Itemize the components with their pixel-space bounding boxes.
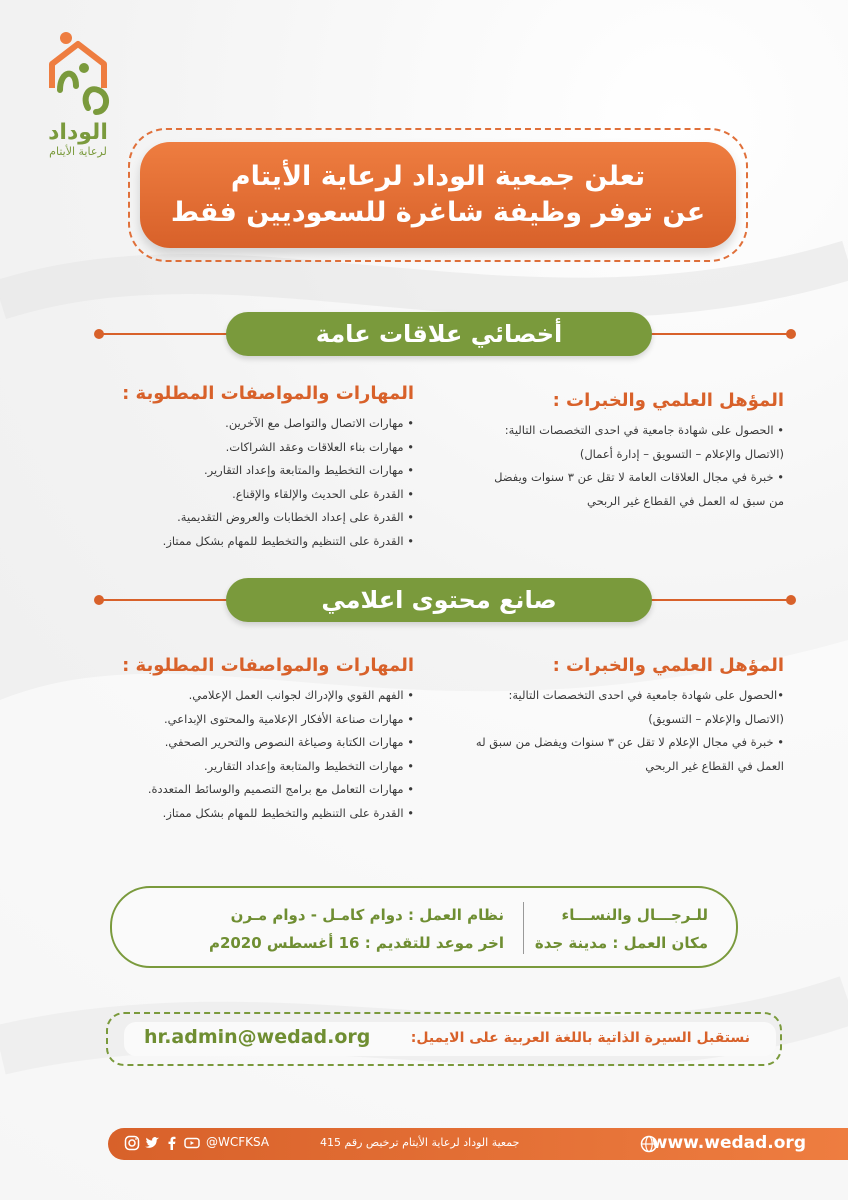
list-item: • الحصول على شهادة جامعية في احدى التخصصات التالية: bbox=[504, 423, 784, 437]
list-item: •الحصول على شهادة جامعية في احدى التخصصات التالية: bbox=[508, 688, 784, 702]
list-item: • مهارات التخطيط والمتابعة وإعداد التقارير. bbox=[203, 758, 414, 773]
list-item: • مهارات التعامل مع برامج التصميم والوسائط المتعددة. bbox=[147, 782, 414, 796]
organization-logo bbox=[28, 28, 128, 158]
twitter-icon[interactable] bbox=[144, 1135, 160, 1151]
list-item: العمل في القطاع غير الربحي bbox=[645, 758, 784, 773]
skills-column bbox=[84, 383, 414, 553]
list-item: • القدرة على الحديث والإلقاء والإقناع. bbox=[232, 486, 414, 501]
info-divider bbox=[523, 902, 524, 954]
list-item: من سبق له العمل في القطاع غير الربحي bbox=[587, 493, 784, 508]
headline-line-2: عن توفر وظيفة شاغرة للسعوديين فقط bbox=[170, 197, 706, 228]
qualifications-column bbox=[444, 390, 784, 513]
email-box bbox=[106, 1012, 782, 1066]
section-divider-left bbox=[100, 333, 230, 335]
section-divider-right bbox=[648, 333, 788, 335]
list-item: • القدرة على التنظيم والتخطيط للمهام بشكل ممتاز. bbox=[162, 533, 414, 548]
email-label: نستقبل السيرة الذاتية باللغة العربية على الايميل: bbox=[410, 1030, 750, 1046]
work-system-info: نظام العمل : دوام كامـل - دوام مـرن bbox=[230, 906, 504, 924]
facebook-icon[interactable] bbox=[164, 1135, 180, 1151]
social-handle[interactable]: @WCFKSA bbox=[206, 1135, 270, 1149]
gender-info: للـرجـــال والنســـاء bbox=[561, 906, 708, 924]
logo-name: الوداد bbox=[48, 120, 108, 145]
license-text: جمعية الوداد لرعاية الأيتام ترخيص رقم 415 bbox=[320, 1136, 520, 1149]
list-item: • مهارات الكتابة وصياغة النصوص والتحرير الصحفي. bbox=[164, 735, 414, 749]
list-item: • مهارات صناعة الأفكار الإعلامية والمحتوى الإبداعي. bbox=[164, 711, 414, 726]
skills-heading: المهارات والمواصفات المطلوبة : bbox=[122, 655, 414, 676]
list-item: • القدرة على إعداد الخطابات والعروض التقديمية. bbox=[177, 510, 414, 524]
section-divider-left bbox=[100, 599, 230, 601]
list-item: • مهارات التخطيط والمتابعة وإعداد التقارير. bbox=[203, 463, 414, 477]
website-link[interactable]: www.wedad.org bbox=[651, 1133, 806, 1153]
globe-icon bbox=[640, 1135, 658, 1153]
divider-dot bbox=[94, 329, 104, 339]
qualifications-heading: المؤهل العلمي والخبرات : bbox=[552, 655, 784, 676]
divider-dot bbox=[94, 595, 104, 605]
skills-column bbox=[84, 655, 414, 825]
location-info: مكان العمل : مدينة جدة bbox=[534, 934, 708, 952]
list-item: • الفهم القوي والإدراك لجوانب العمل الإعلامي. bbox=[188, 688, 414, 702]
headline-line-1: تعلن جمعية الوداد لرعاية الأيتام bbox=[230, 161, 646, 192]
list-item: (الاتصال والإعلام – التسويق) bbox=[648, 711, 784, 726]
skills-heading: المهارات والمواصفات المطلوبة : bbox=[122, 383, 414, 404]
qualifications-heading: المؤهل العلمي والخبرات : bbox=[552, 390, 784, 411]
logo-subtitle: لرعاية الأيتام bbox=[49, 145, 107, 158]
list-item: • خبرة في مجال العلاقات العامة لا تقل عن ٣ سنوات ويفضل bbox=[494, 470, 784, 484]
job-title-public-relations: أخصائي علاقات عامة bbox=[226, 312, 652, 356]
list-item: • القدرة على التنظيم والتخطيط للمهام بشكل ممتاز. bbox=[162, 805, 414, 820]
deadline-info: اخر موعد للتقديم : 16 أغسطس 2020م bbox=[208, 934, 504, 952]
footer-bar bbox=[108, 1128, 848, 1160]
instagram-icon[interactable] bbox=[124, 1135, 140, 1151]
section-divider-right bbox=[648, 599, 788, 601]
list-item: • مهارات الاتصال والتواصل مع الآخرين. bbox=[225, 416, 414, 430]
social-icons bbox=[124, 1135, 200, 1151]
email-address-link[interactable]: hr.admin@wedad.org bbox=[144, 1026, 371, 1048]
job-title-media-content-creator: صانع محتوى اعلامي bbox=[226, 578, 652, 622]
list-item: • خبرة في مجال الإعلام لا تقل عن ٣ سنوات ويفضل من سبق له bbox=[475, 735, 784, 749]
job-details-box bbox=[110, 886, 738, 968]
divider-dot bbox=[786, 329, 796, 339]
divider-dot bbox=[786, 595, 796, 605]
list-item: • مهارات بناء العلاقات وعقد الشراكات. bbox=[225, 439, 414, 454]
list-item: (الاتصال والإعلام – التسويق – إدارة أعمال) bbox=[579, 446, 784, 461]
qualifications-column bbox=[424, 655, 784, 778]
house-family-icon bbox=[38, 28, 118, 118]
headline-banner bbox=[140, 142, 736, 248]
youtube-icon[interactable] bbox=[184, 1135, 200, 1151]
